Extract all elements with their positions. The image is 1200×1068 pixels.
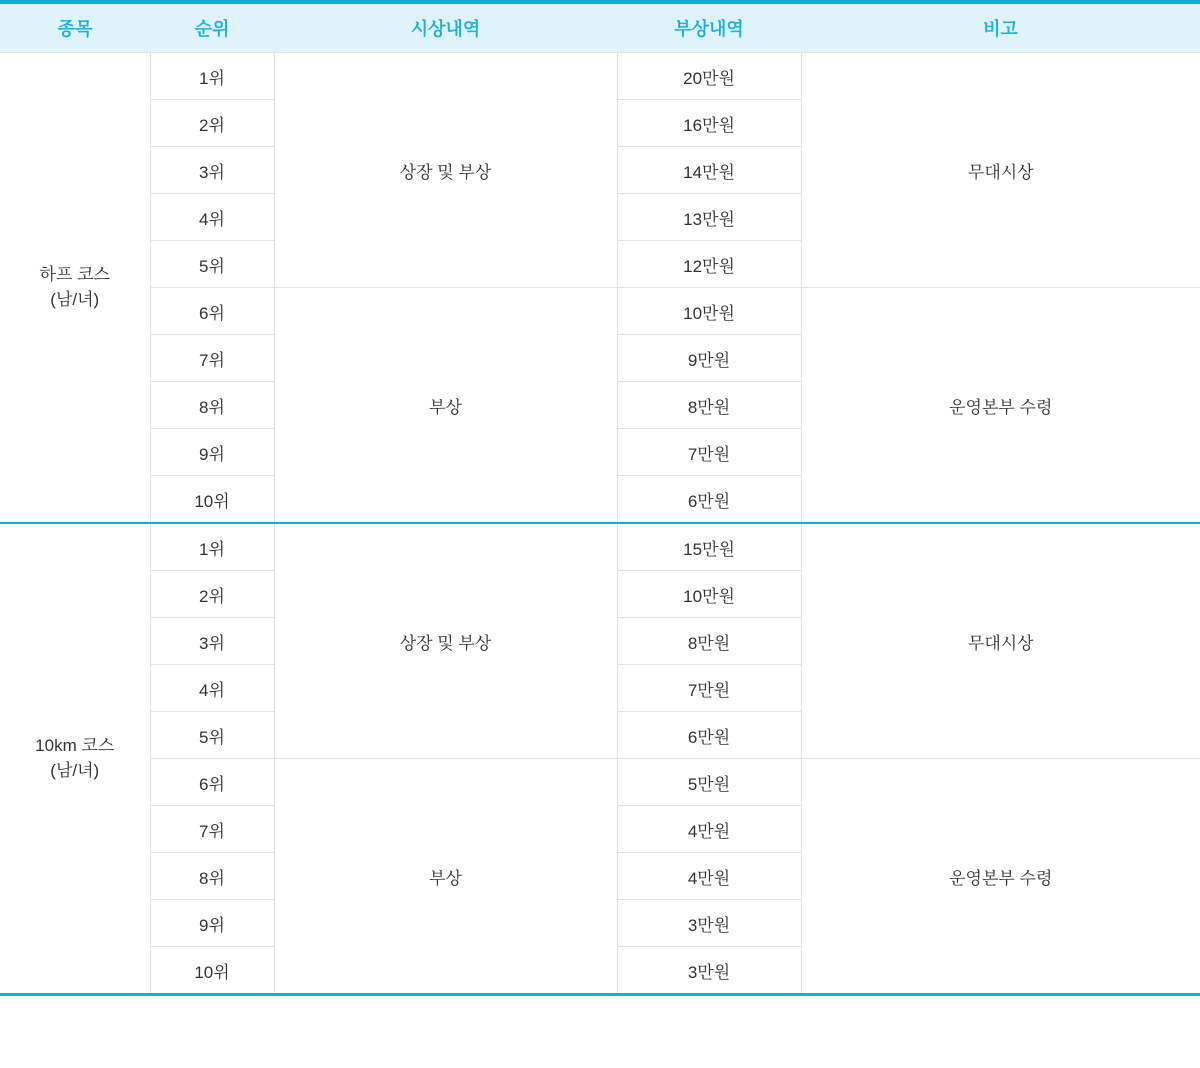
- table-row: [0, 288, 1200, 335]
- rank-cell: 3위: [150, 147, 274, 194]
- rank-cell: 8위: [150, 853, 274, 900]
- rank-cell: 3위: [150, 618, 274, 665]
- rank-cell: 2위: [150, 571, 274, 618]
- column-header-rank: 순위: [150, 2, 274, 53]
- prize-cell: 10만원: [617, 288, 801, 335]
- prize-cell: 8만원: [617, 382, 801, 429]
- rank-cell: 7위: [150, 806, 274, 853]
- rank-cell: 4위: [150, 194, 274, 241]
- prize-cell: 4만원: [617, 806, 801, 853]
- rank-cell: 9위: [150, 429, 274, 476]
- rank-cell: 6위: [150, 288, 274, 335]
- prize-cell: 9만원: [617, 335, 801, 382]
- header-row: [0, 2, 1200, 53]
- rank-cell: 10위: [150, 947, 274, 995]
- rank-cell: 4위: [150, 665, 274, 712]
- prize-cell: 16만원: [617, 100, 801, 147]
- rank-cell: 1위: [150, 523, 274, 571]
- event-cell: [0, 53, 150, 524]
- prize-cell: 7만원: [617, 665, 801, 712]
- remark-cell: 무대시상: [801, 53, 1200, 288]
- event-label-line: (남/녀): [50, 289, 100, 309]
- rank-cell: 6위: [150, 759, 274, 806]
- prize-cell: 6만원: [617, 476, 801, 524]
- remark-cell: 무대시상: [801, 523, 1200, 759]
- table-row: [0, 53, 1200, 100]
- event-cell: [0, 523, 150, 995]
- column-header-award: 시상내역: [274, 2, 617, 53]
- event-label-line: (남/녀): [50, 760, 100, 780]
- award-cell: 부상: [274, 288, 617, 524]
- event-label-line: 하프 코스: [39, 264, 110, 284]
- prize-cell: 3만원: [617, 900, 801, 947]
- rank-cell: 9위: [150, 900, 274, 947]
- rank-cell: 1위: [150, 53, 274, 100]
- prize-cell: 4만원: [617, 853, 801, 900]
- rank-cell: 5위: [150, 241, 274, 288]
- rank-cell: 5위: [150, 712, 274, 759]
- prize-cell: 14만원: [617, 147, 801, 194]
- section-2: [0, 523, 1200, 995]
- prize-cell: 7만원: [617, 429, 801, 476]
- remark-cell: 운영본부 수령: [801, 288, 1200, 524]
- rank-cell: 2위: [150, 100, 274, 147]
- column-header-event: 종목: [0, 2, 150, 53]
- rank-cell: 8위: [150, 382, 274, 429]
- prize-cell: 3만원: [617, 947, 801, 995]
- award-cell: 상장 및 부상: [274, 523, 617, 759]
- prize-cell: 13만원: [617, 194, 801, 241]
- prize-cell: 6만원: [617, 712, 801, 759]
- prize-cell: 15만원: [617, 523, 801, 571]
- column-header-remark: 비고: [801, 2, 1200, 53]
- rank-cell: 7위: [150, 335, 274, 382]
- table-row: [0, 523, 1200, 571]
- prize-cell: 5만원: [617, 759, 801, 806]
- prize-cell: 8만원: [617, 618, 801, 665]
- prize-cell: 12만원: [617, 241, 801, 288]
- table-header: [0, 2, 1200, 53]
- prize-cell: 10만원: [617, 571, 801, 618]
- award-cell: 상장 및 부상: [274, 53, 617, 288]
- prize-cell: 20만원: [617, 53, 801, 100]
- column-header-prize: 부상내역: [617, 2, 801, 53]
- award-cell: 부상: [274, 759, 617, 995]
- section-1: [0, 53, 1200, 524]
- remark-cell: 운영본부 수령: [801, 759, 1200, 995]
- event-label-line: 10km 코스: [35, 735, 115, 755]
- table-row: [0, 759, 1200, 806]
- rank-cell: 10위: [150, 476, 274, 524]
